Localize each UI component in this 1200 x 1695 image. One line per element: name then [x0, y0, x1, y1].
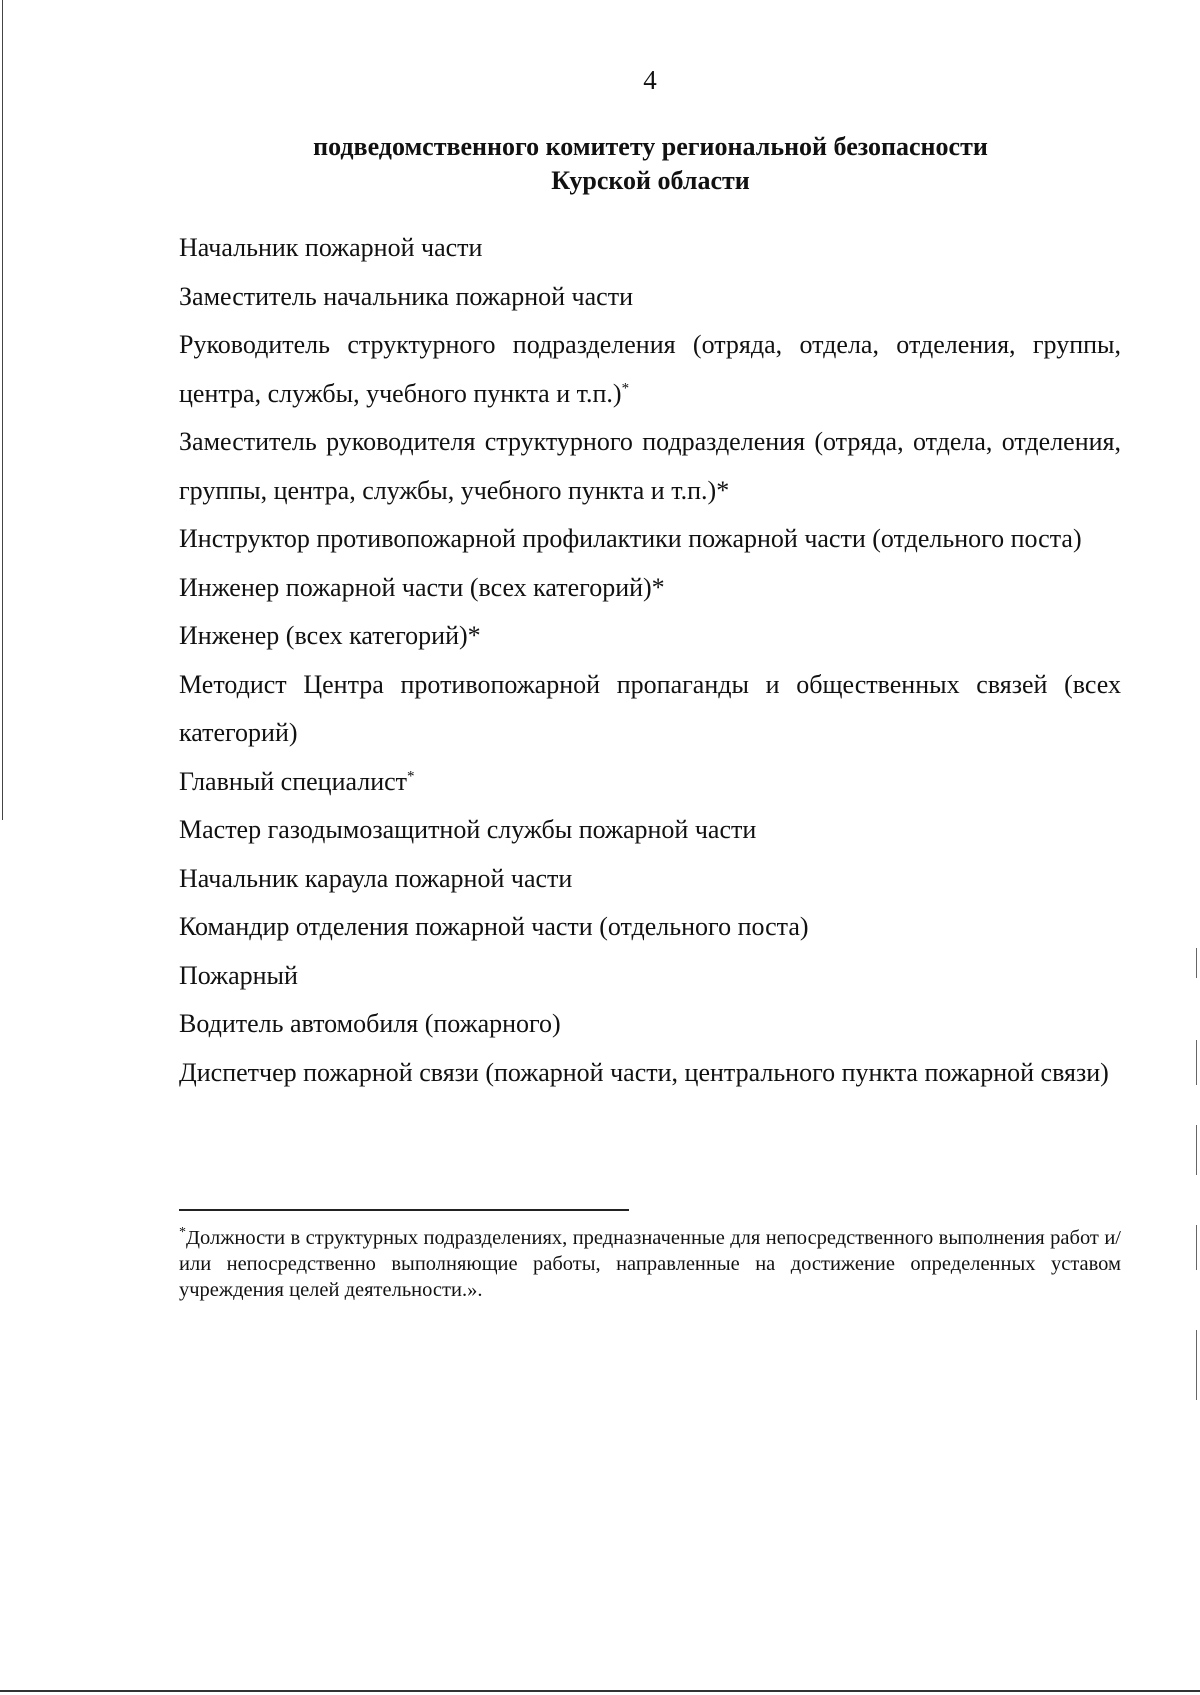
position-name: Заместитель начальника пожарной части	[179, 281, 633, 311]
scan-left-edge	[2, 0, 3, 820]
scan-right-edge-mark	[1196, 1330, 1197, 1400]
list-item	[179, 564, 1121, 613]
position-name: Водитель автомобиля (пожарного)	[179, 1009, 561, 1038]
scan-right-edge-mark	[1196, 948, 1197, 978]
list-item	[179, 515, 1121, 564]
position-name: Начальник караула пожарной части	[179, 863, 573, 893]
footnote-text: Должности в структурных подразделениях, предназначенные для непосредственного выполнения работ и/или непосредственно выполняющие работы, направленные на достижение определенных уставом учреждения целей деятельности.».	[179, 1227, 1121, 1301]
position-name: Инструктор противопожарной профилактики пожарной части (отдельного поста)	[179, 524, 1082, 553]
position-name: Командир отделения пожарной части (отдельного поста)	[179, 912, 809, 941]
list-item	[179, 661, 1121, 758]
scan-right-edge-mark	[1196, 1225, 1197, 1270]
position-list	[179, 224, 1121, 1097]
list-item	[179, 418, 1121, 515]
list-item	[179, 903, 1121, 952]
footnote-reference: *	[407, 767, 415, 784]
list-item	[179, 1049, 1121, 1098]
position-name: Инженер (всех категорий)*	[179, 621, 481, 650]
footnote-reference: *	[621, 379, 630, 396]
scan-right-edge-mark	[1196, 1125, 1197, 1175]
footnote-separator	[179, 1209, 629, 1211]
heading-line-1: подведомственного комитету региональной безопасности	[313, 132, 988, 161]
list-item	[179, 855, 1121, 904]
scan-right-edge-mark	[1196, 1040, 1197, 1085]
position-name: Методист Центра противопожарной пропаганды и общественных связей (всех категорий)	[179, 669, 1121, 747]
position-name: Диспетчер пожарной связи (пожарной части, центрального пункта пожарной связи)	[179, 1057, 1109, 1087]
position-name: Руководитель структурного подразделения (отряда, отдела, отделения, группы, центра, службы, учебного пункта и т.п.)	[179, 330, 1121, 408]
position-name: Заместитель руководителя структурного подразделения (отряда, отдела, отделения, группы, центра, службы, учебного пункта и т.п.)*	[179, 427, 1121, 505]
list-item	[179, 273, 1121, 322]
footnote	[179, 1225, 1121, 1303]
position-name: Инженер пожарной части (всех категорий)*	[179, 572, 665, 602]
footnote-mark: *	[179, 1225, 186, 1241]
position-name: Начальник пожарной части	[179, 233, 483, 262]
position-name: Пожарный	[179, 960, 298, 990]
scan-bottom-edge	[0, 1690, 1200, 1692]
list-item	[179, 224, 1121, 273]
list-item	[179, 321, 1121, 418]
list-item	[179, 952, 1121, 1001]
position-name: Мастер газодымозащитной службы пожарной части	[179, 815, 757, 844]
page-number: 4	[643, 65, 657, 95]
list-item	[179, 758, 1121, 807]
position-name: Главный специалист	[179, 766, 408, 796]
document-heading	[179, 130, 1122, 198]
list-item	[179, 1000, 1121, 1049]
list-item	[179, 806, 1121, 855]
list-item	[179, 612, 1121, 661]
heading-line-2: Курской области	[551, 166, 750, 195]
